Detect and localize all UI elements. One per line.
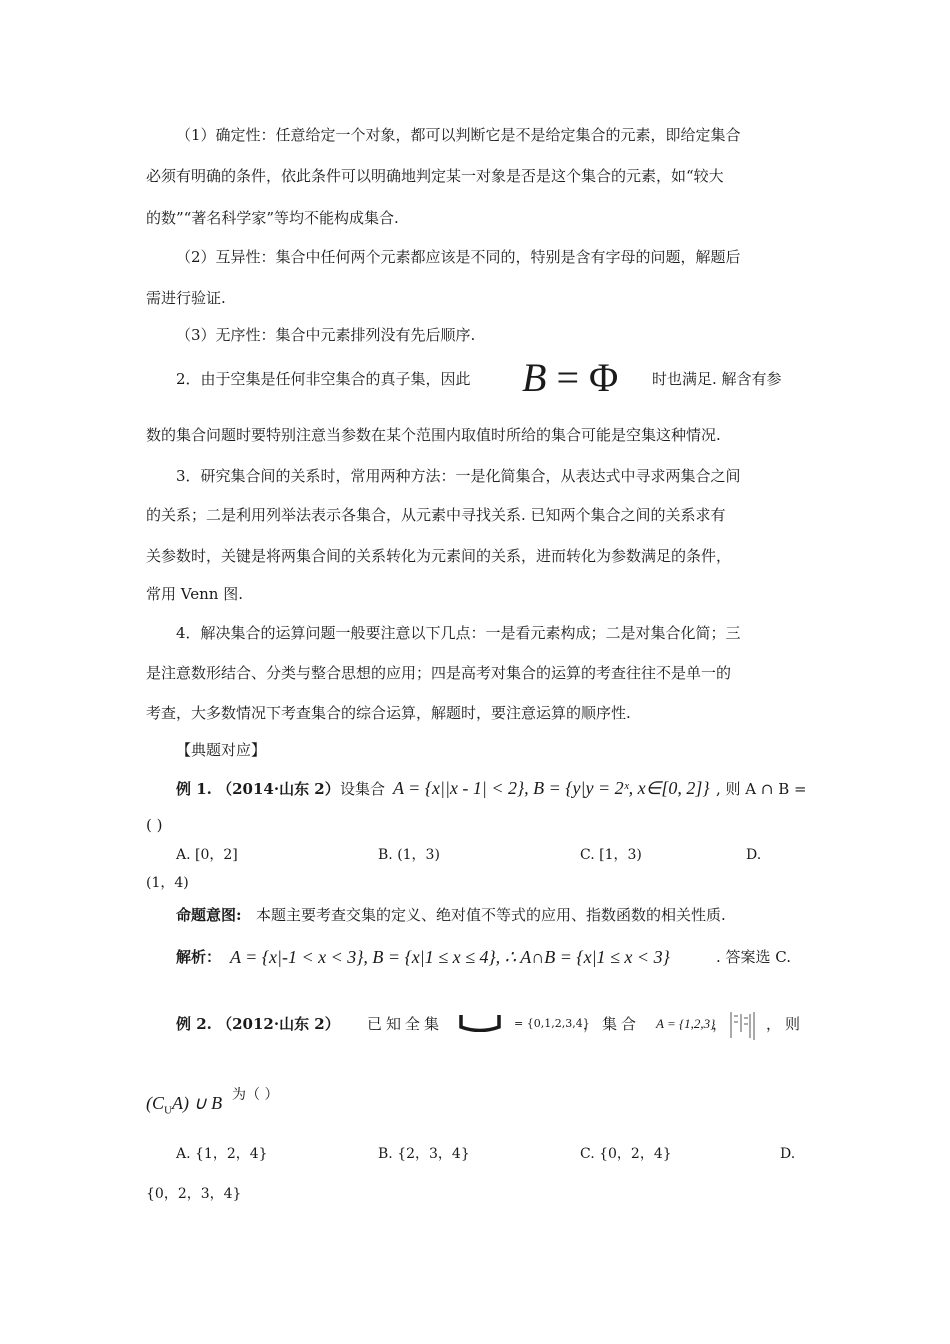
example-2-text-4: ，则 xyxy=(766,1015,805,1033)
example-1-option-c: C. [1，3) xyxy=(580,847,642,863)
para-1-line-2: 必须有明确的条件，依此条件可以明确地判定某一对象是否是这个集合的元素，如“较大 xyxy=(146,167,724,185)
text: （1）确定性：任意给定一个对象，都可以判断它是不是给定集合的元素，即给定集合 xyxy=(176,126,741,144)
analysis-label: 解析： xyxy=(176,948,222,966)
para-5-line-1: 3．研究集合间的关系时，常用两种方法：一是化简集合，从表达式中寻求两集合之间 xyxy=(176,467,741,485)
example-1-option-b: B. (1，3) xyxy=(378,847,440,863)
example-1-option-d-value: (1，4) xyxy=(146,875,189,891)
example-2-option-a: A. {1，2，4} xyxy=(176,1146,268,1162)
example-2-text-1: 已知全集 xyxy=(367,1015,444,1033)
example-2-eq-u: = {0,1,2,3,4} xyxy=(514,1017,590,1030)
example-1-paren: ( ) xyxy=(146,816,163,834)
expr-subscript: U xyxy=(164,1104,172,1117)
example-1-option-d: D. xyxy=(746,847,762,863)
para-5-line-4: 常用 Venn 图. xyxy=(146,585,243,603)
intent-text: 本题主要考查交集的定义、绝对值不等式的应用、指数函数的相关性质. xyxy=(256,906,726,924)
example-2-after: 为（ ） xyxy=(232,1087,279,1103)
example-2-option-d-value: {0，2，3，4} xyxy=(146,1186,242,1202)
example-1-label: 例 1. （2014·山东 2） xyxy=(176,780,340,798)
example-2-option-c: C. {0，2，4} xyxy=(580,1146,672,1162)
example-2-set-a: A = {1,2,3} xyxy=(656,1016,716,1031)
section-title: 【典题对应】 xyxy=(176,741,267,759)
para-3-line-1: （3）无序性：集合中元素排列没有先后顺序. xyxy=(176,326,476,344)
example-2-expression xyxy=(146,1093,222,1121)
example-1-option-a: A. [0，2] xyxy=(176,847,238,863)
para-4-pre: 2．由于空集是任何非空集合的真子集，因此 xyxy=(176,370,471,388)
intent-label: 命题意图: xyxy=(176,906,242,924)
example-2-text-3: ， xyxy=(712,1015,728,1033)
para-6-line-1: 4．解决集合的运算问题一般要注意以下几点：一是看元素构成；二是对集合化简；三 xyxy=(176,624,741,642)
example-1-tail: , 则 A ∩ B = xyxy=(716,780,807,798)
analysis-tail: . 答案选 C. xyxy=(716,948,792,966)
example-2-text-2: ，集合 xyxy=(583,1015,641,1033)
example-2-option-b: B. {2，3，4} xyxy=(378,1146,470,1162)
expr-part-1: (C xyxy=(146,1093,164,1113)
para-6-line-2: 是注意数形结合、分类与整合思想的应用；四是高考对集合的运算的考查往往不是单一的 xyxy=(146,664,732,682)
example-2-label: 例 2. （2012·山东 2） xyxy=(176,1015,340,1033)
set-b-glyph xyxy=(728,1008,758,1042)
para-5-line-3: 关参数时，关键是将两集合间的关系转化为元素间的关系，进而转化为参数满足的条件， xyxy=(146,547,732,565)
para-4-post: 时也满足. 解含有参 xyxy=(652,370,782,388)
para-1-line-3: 的数”“著名科学家”等均不能构成集合. xyxy=(146,209,399,227)
para-5-line-2: 的关系；二是利用列举法表示各集合，从元素中寻找关系. 已知两个集合之间的关系求有 xyxy=(146,506,726,524)
math-b-equals-phi: B = Φ xyxy=(522,355,619,400)
para-4-line-2: 数的集合问题时要特别注意当参数在某个范围内取值时所给的集合可能是空集这种情况. xyxy=(146,426,721,444)
universal-set-u-glyph xyxy=(458,1012,502,1032)
example-2-option-d: D. xyxy=(780,1146,796,1162)
example-1-text: 设集合 xyxy=(340,780,386,798)
para-1-line-1 xyxy=(146,125,809,145)
expr-part-2: A) ∪ B xyxy=(171,1093,223,1113)
analysis-math: A = {x|-1 < x < 3}, B = {x|1 ≤ x ≤ 4}, ∴ A∩B = {x|1 ≤ x < 3} xyxy=(230,947,670,967)
example-1-math: A = {x||x - 1| < 2}, B = {y|y = 2ˣ, x∈[0, 2]} xyxy=(393,778,710,798)
para-2-line-2: 需进行验证. xyxy=(146,289,226,307)
para-2-line-1: （2）互异性：集合中任何两个元素都应该是不同的，特别是含有字母的问题，解题后 xyxy=(176,248,741,266)
para-6-line-3: 考查，大多数情况下考查集合的综合运算，解题时，要注意运算的顺序性. xyxy=(146,704,631,722)
